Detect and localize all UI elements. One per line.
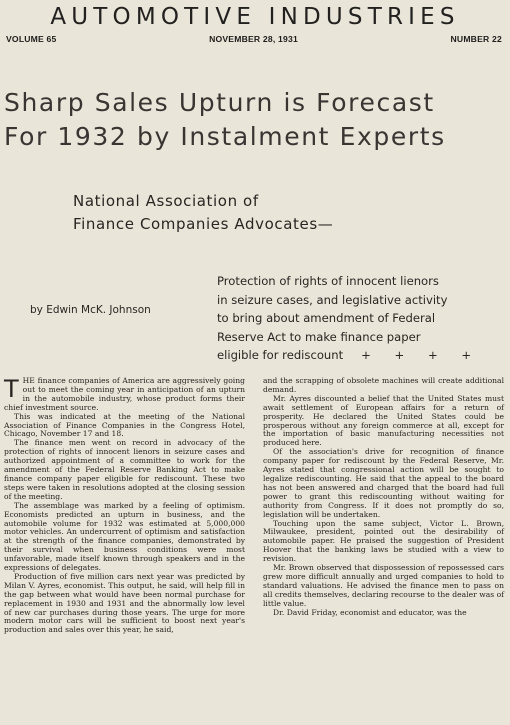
article-paragraph: Mr. Brown observed that dispossession of repossessed cars grew more difficult annually and urged companies to hold to standard valuations. He advised the finance men to pass on all credits themselves, declaring recourse to the dealer was of little value. <box>263 563 504 608</box>
drop-cap: T <box>4 375 19 403</box>
article-paragraph: Touching upon the same subject, Victor L. Brown, Milwaukee, president, pointed out the desirability of automobile paper. He praised the suggestion of President Hoover that the banking laws be studied with a view to revision. <box>263 518 504 564</box>
headline <box>4 86 508 154</box>
issue-line <box>6 34 502 44</box>
paragraph-text: HE finance companies of America are aggressively going out to meet the coming year in anticipation of an upturn in the automobile industry, whose product forms their chief investment source. <box>4 376 245 412</box>
issue-date: NOVEMBER 28, 1931 <box>209 34 298 44</box>
article-paragraph: This was indicated at the meeting of the National Association of Finance Companies in the Congress Hotel, Chicago, November 17 and 18. <box>4 411 245 439</box>
article-paragraph: Mr. Ayres discounted a belief that the United States must await settlement of European affairs for a return of prosperity. He declared the United States could be prosperous without any foreign commerce at all, except for the importation of basic manufacturing necessities not produced here. <box>263 393 504 448</box>
deck-ornament: + + + + <box>361 348 482 363</box>
subhead-line-1: National Association of <box>73 192 259 210</box>
deck-line: Reserve Act to make finance paper <box>217 329 421 344</box>
article-paragraph: and the scrapping of obsolete machines will create additional demand. <box>263 376 504 394</box>
masthead-title: AUTOMOTIVE INDUSTRIES <box>50 4 460 30</box>
byline: by Edwin McK. Johnson <box>30 304 151 316</box>
subhead-line-2: Finance Companies Advocates— <box>73 215 334 233</box>
deck <box>217 272 481 365</box>
deck-line: Protection of rights of innocent lienors <box>217 274 439 288</box>
headline-line-2: For 1932 by Instalment Experts <box>4 122 446 151</box>
article-paragraph: The finance men went on record in advocacy of the protection of rights of innocent lienors in seizure cases and authorized appointment of a committee to work for the amendment of the Federal Reserve Banking Act to make finance company paper eligible for rediscount. These two steps were taken in resolutions adopted at the closing session of the meeting. <box>4 438 245 501</box>
issue-number: NUMBER 22 <box>450 34 502 44</box>
article-column-left <box>4 377 245 635</box>
headline-line-1: Sharp Sales Upturn is Forecast <box>4 88 435 117</box>
deck-line: in seizure cases, and legislative activity <box>217 292 448 307</box>
article-paragraph: Of the association's drive for recognition of finance company paper for rediscount by the Federal Reserve, Mr. Ayres stated that congressional action will be sought to legalize rediscounting. He said that the appeal to the board has not been answered and charged that the board had full power to grant this rediscounting without waiting for authority from Congress. If it does not promptly do so, legislation will be undertaken. <box>263 447 504 519</box>
article-paragraph: Dr. David Friday, economist and educator, was the <box>273 607 467 617</box>
deck-line: to bring about amendment of Federal <box>217 311 436 326</box>
article-column-right <box>263 377 504 617</box>
deck-last-line <box>217 346 481 365</box>
article-paragraph <box>4 377 245 413</box>
article-paragraph: The assemblage was marked by a feeling of optimism. Economists predicted an upturn in business, and the automobile volume for 1932 was estimated at 5,000,000 motor vehicles. An undercurrent of optimism and satisfaction at the strength of the finance companies, demonstrated by their survival when business conditions were most unfavorable, made itself known through speakers and in the expressions of delegates. <box>4 500 245 573</box>
article-paragraph: Production of five million cars next year was predicted by Milan V. Ayres, economist. This output, he said, will help fill in the gap between what would have been normal purchase for replacement in 1930 and 1931 and the abnormally low level of new car purchases during those years. The urge for more modern motor cars will be sufficient to boost next year's production and sales over this year, he said, <box>4 571 245 635</box>
volume-label: VOLUME 65 <box>6 34 57 44</box>
subhead <box>73 190 333 236</box>
deck-line-text: eligible for rediscount <box>217 348 344 363</box>
